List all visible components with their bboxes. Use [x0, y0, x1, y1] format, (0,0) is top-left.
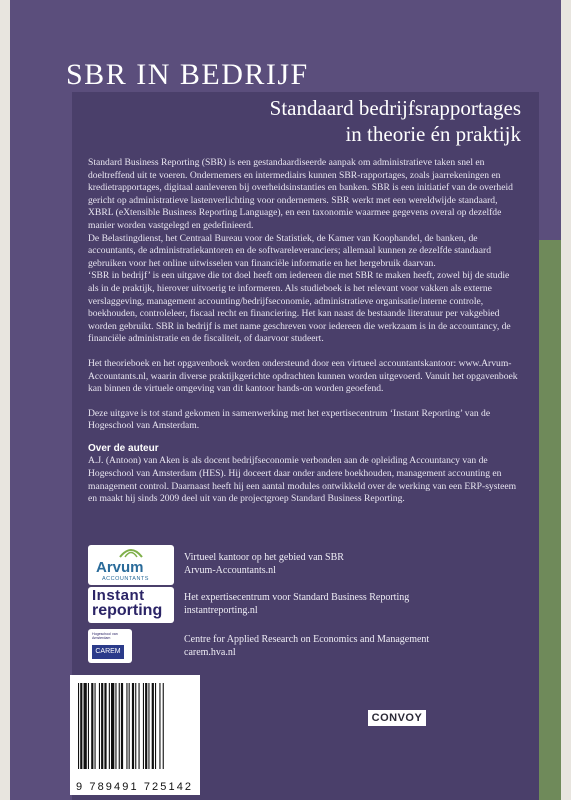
barcode-bar [155, 683, 156, 769]
author-bio: A.J. (Antoon) van Aken is als docent bedrijfseconomie verbonden aan de opleiding Accountancy van de Hogeschool van Amsterdam (HES). Hij doceert daar onder andere boekhouden, management accounting en management control. Daarnaast heeft hij een aantal modules ontwikkeld over de werking van een ERP-systeem en maakt hij sinds 2009 deel uit van de projectgroep Standard Business Reporting. [88, 455, 517, 505]
barcode-bar [139, 683, 140, 769]
partner-line: Het expertisecentrum voor Standard Business Reporting [184, 592, 410, 603]
publisher-logo: CONVOY [368, 710, 426, 726]
blurb [88, 157, 520, 506]
barcode-bar [126, 683, 127, 769]
barcode-bar [143, 683, 144, 769]
partner-text [184, 591, 409, 617]
barcode-bar [91, 683, 93, 769]
barcode-bar [119, 683, 120, 769]
barcode-bar [78, 683, 79, 769]
author-heading: Over de auteur [88, 442, 159, 454]
barcode-bar [101, 683, 103, 769]
blurb-paragraph: De Belastingdienst, het Centraal Bureau voor de Statistiek, de Kamer van Koophandel, de banken, de accountants, de administratiekantoren en de softwareleveranciers; allemaal kunnen ze dezelfde standaard gebruiken voor het online uitwisselen van financiële informatie en het hergebruik daarvan. [88, 232, 492, 269]
barcode-bar [152, 683, 154, 769]
subtitle-line: in theorie én praktijk [345, 122, 521, 146]
blurb-paragraph: Deze uitgave is tot stand gekomen in samenwerking met het expertisecentrum ‘Instant Reporting’ van de Hogeschool van Amsterdam. [88, 407, 491, 432]
partner-text [184, 551, 344, 577]
barcode-bar [88, 683, 89, 769]
barcode-bar [159, 683, 160, 769]
barcode-bar [109, 683, 110, 769]
partner-link: carem.hva.nl [184, 647, 236, 658]
isbn-barcode [70, 675, 200, 795]
instant-reporting-logo-icon [88, 587, 174, 623]
barcode-bar [80, 683, 82, 769]
barcode-bar [132, 683, 134, 769]
barcode-icon [70, 679, 200, 779]
barcode-bar [121, 683, 123, 769]
logo-word: Instant [92, 587, 145, 604]
barcode-bar [111, 683, 114, 769]
subtitle-line: Standaard bedrijfsrapportages [269, 96, 521, 120]
partner-line: Centre for Applied Research on Economics and Management [184, 634, 430, 645]
barcode-bar [99, 683, 100, 769]
barcode-bar [95, 683, 96, 769]
barcode-bar [135, 683, 136, 769]
book-back-cover [10, 0, 561, 800]
barcode-bar [84, 683, 87, 769]
side-color-band [539, 240, 561, 800]
barcode-bar [145, 683, 147, 769]
barcode-bar [148, 683, 149, 769]
logo-sub: ACCOUNTANTS [102, 576, 149, 582]
barcode-bar [115, 683, 116, 769]
arvum-logo-icon [88, 545, 174, 585]
logo-word: reporting [92, 602, 163, 619]
leaf-icon [118, 547, 144, 559]
partner-link: instantreporting.nl [184, 605, 258, 616]
carem-logo-icon [88, 629, 132, 663]
barcode-bar [104, 683, 106, 769]
barcode-bar [163, 683, 164, 769]
book-subtitle [101, 95, 521, 147]
partner-line: Virtueel kantoor op het gebied van SBR [184, 552, 344, 563]
logo-word: Arvum [96, 559, 144, 576]
logo-word: CAREM [92, 645, 124, 659]
logo-small-text: Hogeschool van Amsterdam [92, 632, 118, 640]
partner-text [184, 633, 429, 659]
blurb-paragraph: ‘SBR in bedrijf’ is een uitgave die tot doel heeft om iedereen die met SBR te maken heeft, zowel bij de studie als in de praktijk, hierover uitvoerig te informeren. Als studieboek is het relevant voor vakken als externe verslaggeving, management accounting/bedrijfseconomie, administratieve organisatie/interne controle, boekhouden, controleleer, fiscaal recht en financiering. Het kan naast de bestaande literatuur per vakgebied worden gebruikt. SBR in bedrijf is met name geschreven voor iedereen die werkzaam is in de accountancy, de financiële administratie en de fiscaliteit, of daarvoor studeert. [88, 270, 511, 345]
isbn-digits: 9 789491 725142 [76, 781, 194, 793]
barcode-bar [129, 683, 130, 769]
blurb-paragraph: Het theorieboek en het opgavenboek worden ondersteund door een virtueel accountantskantoor: www.Arvum-Accountants.nl, waarin diverse praktijkgerichte opdrachten kunnen worden uitgevoerd. Vanuit het opgavenboek kan binnen de virtuele omgeving van dit kantoor hands-on worden geoefend. [88, 357, 518, 395]
book-title: SBR IN BEDRIJF [66, 58, 309, 91]
blurb-paragraph: Standard Business Reporting (SBR) is een gestandaardiseerde aanpak om administratieve taken snel en doeltreffend uit te voeren. Ondernemers en intermediairs kunnen SBR-rapportages, zoals jaarrekeningen en kredietrapportages, digitaal aanleveren bij overheidsinstanties en banken. SBR is een initiatief van de overheid gericht op administratieve lastenverlichting voor ondernemers. SBR werkt met een wereldwijde standaard, XBRL (eXtensible Business Reporting Language), en een taxonomie waarmee gegevens overal op dezelfde manier worden vastgelegd en gedefinieerd. [88, 157, 513, 231]
partner-link: Arvum-Accountants.nl [184, 565, 276, 576]
